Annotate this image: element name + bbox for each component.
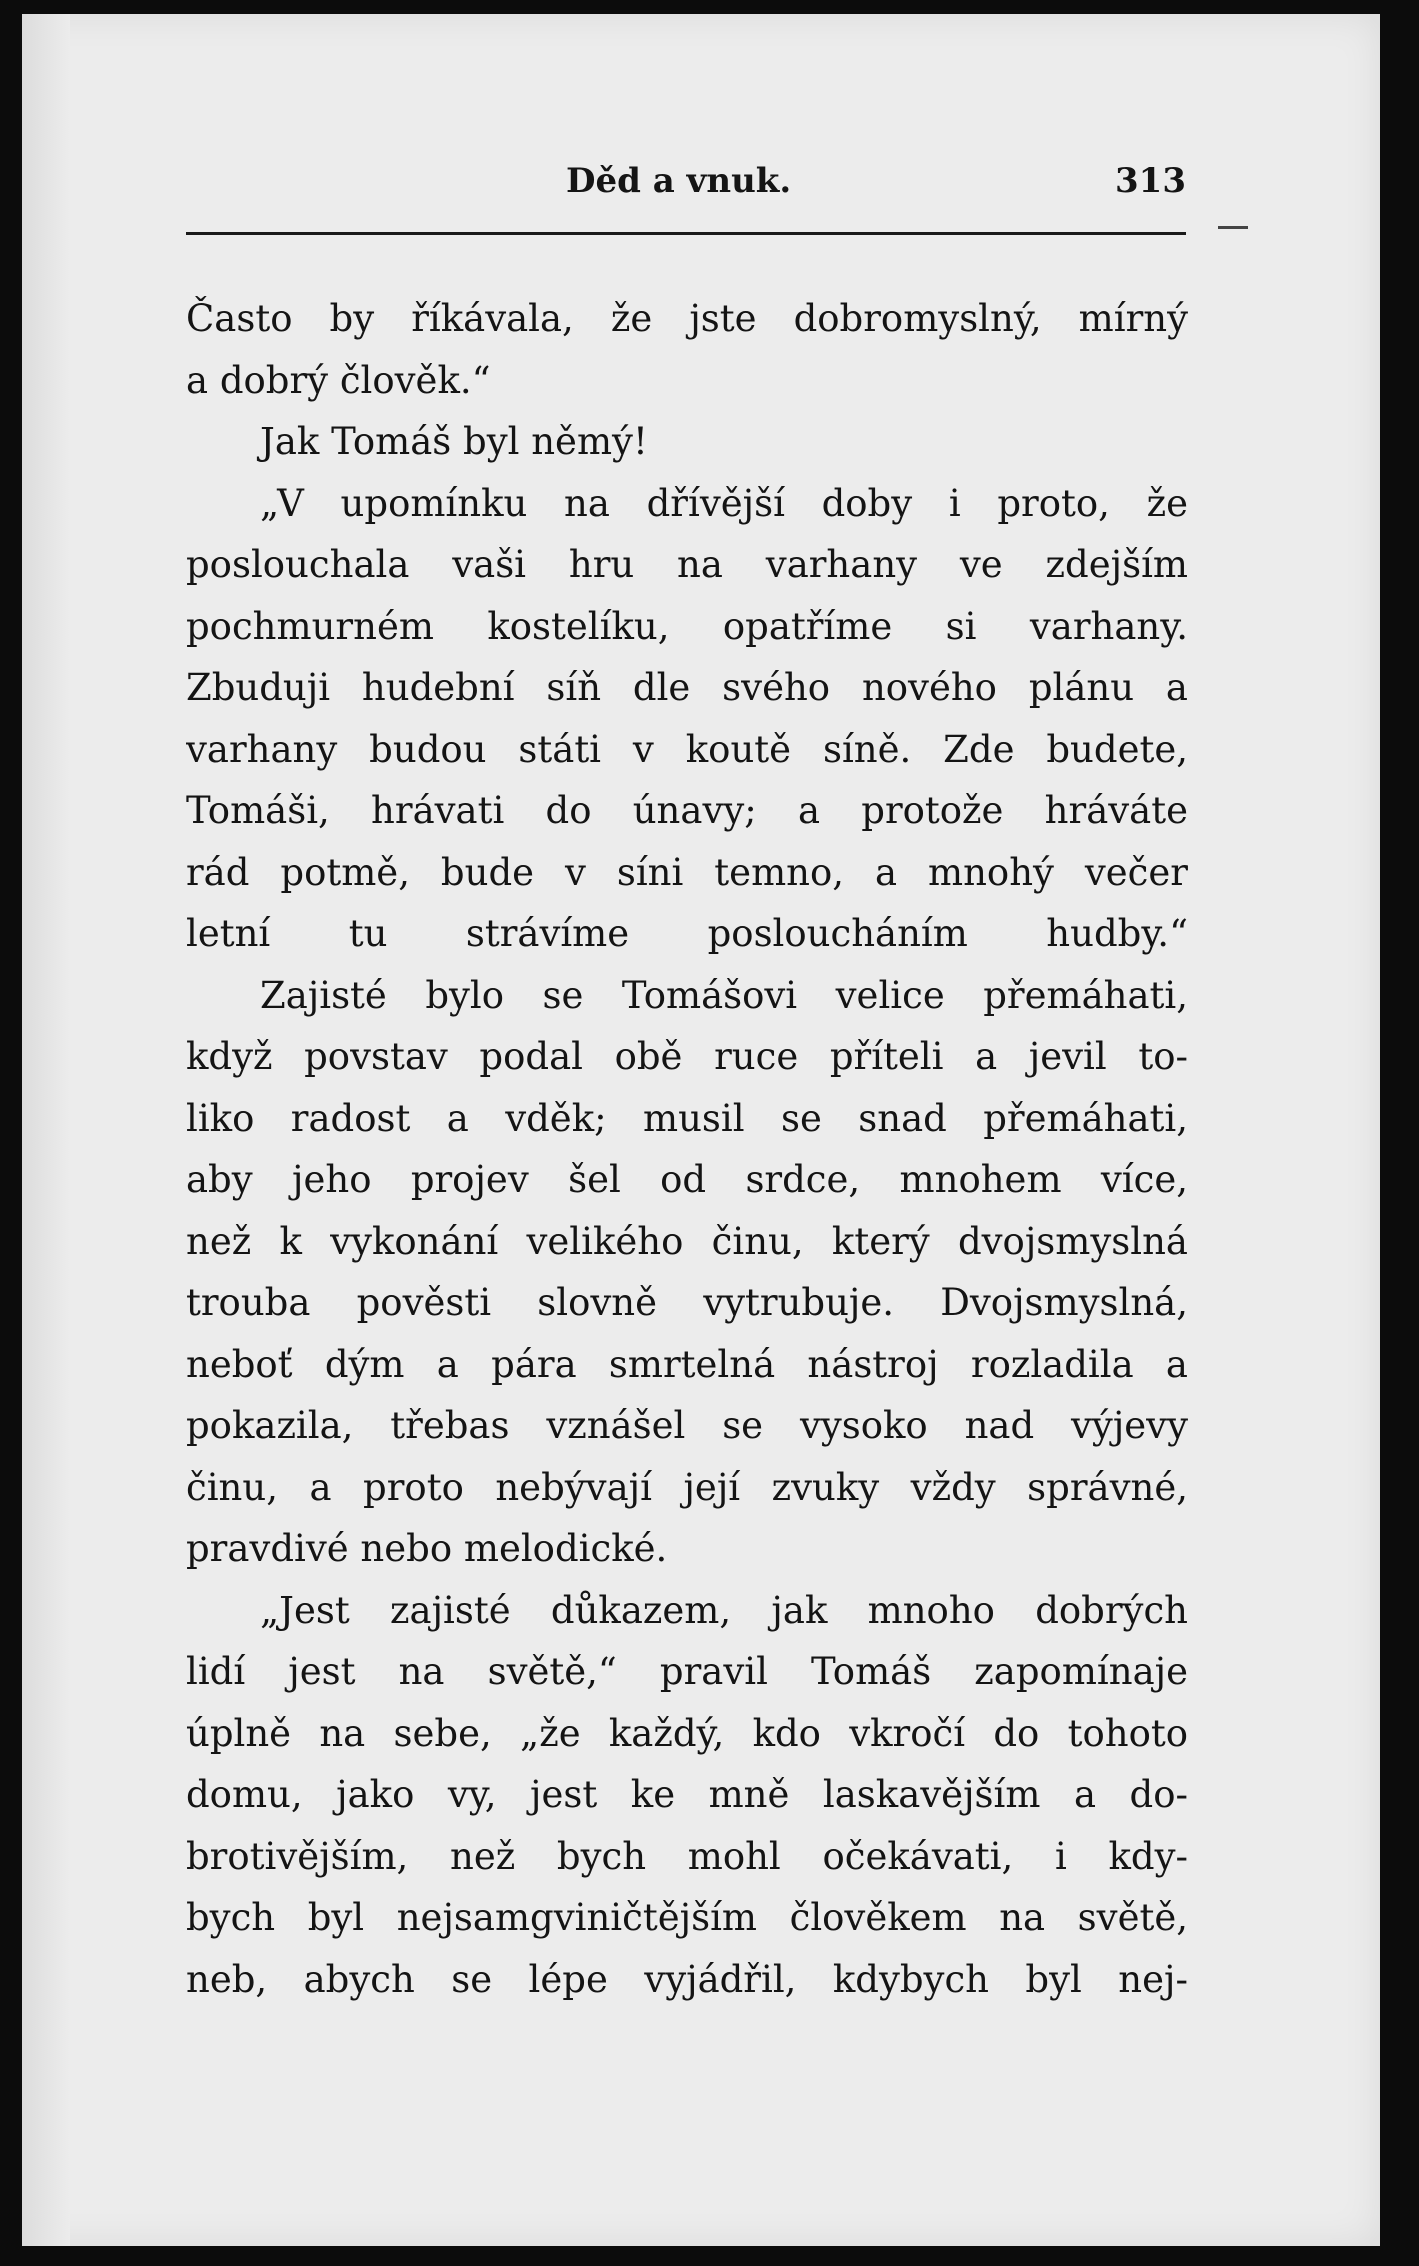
text-line: Zajisté bylo se Tomášovi velice přemáhati, bbox=[260, 973, 1188, 1017]
text-line: varhany budou státi v koutě síně. Zde budete, bbox=[186, 727, 1188, 771]
page-gutter-edge bbox=[22, 14, 70, 2246]
header-rule bbox=[186, 232, 1186, 235]
running-title: Děd a vnuk. bbox=[566, 161, 792, 201]
text-line: liko radost a vděk; musil se snad přemáhati, bbox=[186, 1096, 1188, 1140]
text-line: Tomáši, hrávati do únavy; a protože hráváte bbox=[186, 789, 1188, 832]
text-line: poslouchala vaši hru na varhany ve zdejším bbox=[186, 543, 1188, 586]
text-line: Často by říkávala, že jste dobromyslný, mírný bbox=[186, 297, 1188, 340]
text-line: neboť dým a pára smrtelná nástroj rozladila a bbox=[186, 1342, 1188, 1386]
text-line: Zbuduji hudební síň dle svého nového plánu a bbox=[186, 666, 1188, 709]
text-line: pokazila, třebas vznášel se vysoko nad výjevy bbox=[186, 1404, 1188, 1447]
running-header bbox=[186, 155, 1186, 215]
text-line: trouba pověsti slovně vytrubuje. Dvojsmyslná, bbox=[186, 1281, 1188, 1324]
page-number: 313 bbox=[1115, 161, 1186, 201]
text-line: úplně na sebe, „že každý, kdo vkročí do tohoto bbox=[186, 1711, 1188, 1755]
body-text bbox=[186, 288, 1188, 2010]
text-line: pochmurném kostelíku, opatříme si varhany. bbox=[186, 604, 1188, 648]
text-line: než k vykonání velikého činu, který dvojsmyslná bbox=[186, 1219, 1188, 1263]
text-line: letní tu strávíme posloucháním hudby.“ bbox=[186, 912, 1188, 955]
margin-mark bbox=[1218, 226, 1248, 229]
text-line: bych byl nejsamgviničtějším člověkem na světě, bbox=[186, 1896, 1188, 1939]
text-line: neb, abych se lépe vyjádřil, kdybych byl nej- bbox=[186, 1957, 1188, 2001]
text-line: „Jest zajisté důkazem, jak mnoho dobrých bbox=[260, 1588, 1188, 1632]
text-line: činu, a proto nebývají její zvuky vždy správné, bbox=[186, 1465, 1188, 1509]
text-line: brotivějším, než bych mohl očekávati, i kdy- bbox=[186, 1834, 1188, 1878]
text-line: když povstav podal obě ruce příteli a jevil to- bbox=[186, 1035, 1188, 1078]
text-line: lidí jest na světě,“ pravil Tomáš zapomínaje bbox=[186, 1650, 1188, 1693]
text-line: pravdivé nebo melodické. bbox=[186, 1527, 668, 1570]
text-line: rád potmě, bude v síni temno, a mnohý večer bbox=[186, 850, 1188, 894]
text-line: Jak Tomáš byl němý! bbox=[260, 420, 648, 463]
text-line: „V upomínku na dřívější doby i proto, že bbox=[260, 481, 1188, 525]
text-line: a dobrý člověk.“ bbox=[186, 358, 491, 402]
text-line: aby jeho projev šel od srdce, mnohem více, bbox=[186, 1158, 1188, 1201]
text-line: domu, jako vy, jest ke mně laskavějším a do- bbox=[186, 1773, 1188, 1816]
